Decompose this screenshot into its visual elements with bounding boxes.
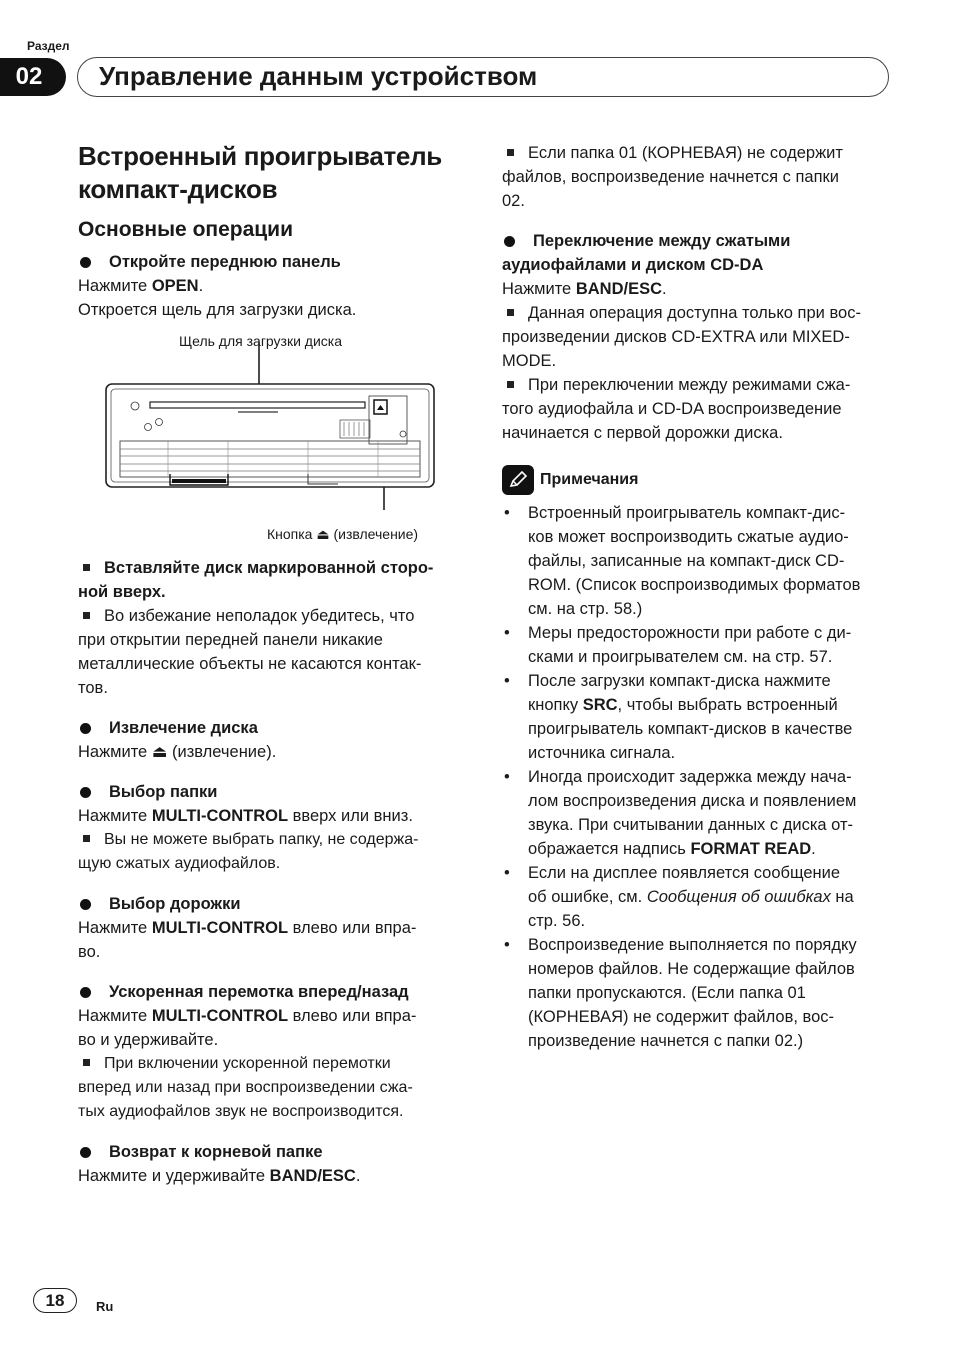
text: Во избежание неполадок убедитесь, что: [104, 607, 415, 625]
open-panel-heading: Откройте переднюю панель: [78, 250, 463, 274]
text: [528, 837, 894, 861]
text: Нажмите: [78, 807, 152, 825]
error-messages-reference: Сообщения об ошибках: [646, 888, 831, 906]
text: (КОРНЕВАЯ) не содержит файлов, вос-: [528, 1008, 835, 1026]
text: ROM. (Список воспроизводимых форматов: [528, 576, 861, 594]
text: Если папка 01 (КОРНЕВАЯ) не содержит: [528, 144, 843, 162]
text: звука. При считывании данных с диска от-: [528, 816, 854, 834]
fast-forward-instruction: [78, 1004, 463, 1052]
text: произведение начнется с папки 02.): [528, 1032, 804, 1050]
text: • После загрузки компакт-диска нажмите: [528, 672, 831, 690]
text: • Меры предосторожности при работе с ди-: [528, 624, 852, 642]
folder-note: [78, 828, 463, 876]
text: влево или впра-: [288, 1007, 417, 1025]
notes-label: Примечания: [540, 471, 639, 488]
key-multi-control: MULTI-CONTROL: [151, 919, 289, 937]
text: .: [355, 1167, 361, 1185]
format-read-text: FORMAT READ: [690, 840, 812, 858]
text: во.: [78, 943, 101, 961]
note-line: [502, 301, 894, 325]
text: об ошибке, см.: [528, 888, 647, 906]
text: .: [198, 277, 204, 295]
fast-forward-note: [78, 1052, 463, 1124]
folder-heading: Выбор папки: [78, 780, 463, 804]
text: ображается надпись: [528, 840, 691, 858]
key-src: SRC: [582, 696, 618, 714]
warning-line: при открытии передней панели никакие: [78, 631, 383, 649]
page-title: [78, 140, 463, 206]
text: • Иногда происходит задержка между нача-: [528, 768, 852, 786]
switch-mode-instruction: [502, 277, 894, 301]
root-note-line: 02.: [502, 192, 525, 210]
text: Нажмите: [78, 919, 152, 937]
list-item: [502, 765, 894, 861]
device-illustration: [78, 324, 463, 556]
text: .: [811, 840, 816, 858]
warning-line: тов.: [78, 679, 108, 697]
page-number: 18: [33, 1288, 77, 1313]
switch-note-1: [502, 301, 894, 373]
text: проигрыватель компакт-дисков в качестве: [528, 720, 853, 738]
text: Нажмите: [78, 277, 152, 295]
switch-mode-heading-line2: аудиофайлами и диском CD-DA: [502, 256, 764, 274]
text: влево или впра-: [288, 919, 417, 937]
page-title-line1: Встроенный проигрыватель: [78, 141, 442, 171]
text: Данная операция доступна только при вос-: [528, 304, 861, 322]
text: на: [830, 888, 854, 906]
text: вверх или вниз.: [288, 807, 413, 825]
root-folder-note: [502, 141, 894, 213]
track-heading: Выбор дорожки: [78, 892, 463, 916]
warning-line: металлические объекты не касаются контак-: [78, 655, 422, 673]
list-item: [502, 861, 894, 933]
text: файлы, записанные на компакт-диск CD-: [528, 552, 845, 570]
note-line: начинается с первой дорожки диска.: [502, 424, 783, 442]
root-note-line: [502, 141, 894, 165]
text: папки пропускаются. (Если папка 01: [528, 984, 806, 1002]
text: Переключение между сжатыми: [533, 232, 791, 250]
root-folder-heading: Возврат к корневой папке: [78, 1140, 463, 1164]
key-band-esc: BAND/ESC: [575, 280, 663, 298]
text: • Если на дисплее появляется сообщение: [528, 864, 841, 882]
root-folder-instruction: [78, 1164, 463, 1188]
figure-caption-eject: Кнопка ⏏ (извлечение): [267, 526, 419, 542]
folder-instruction: [78, 804, 463, 828]
key-open: OPEN: [151, 277, 199, 295]
text: номеров файлов. Не содержащие файлов: [528, 960, 855, 978]
note-line: того аудиофайла и CD-DA воспроизведение: [502, 400, 842, 418]
square-bullet-icon: [507, 149, 514, 156]
square-bullet-icon: [83, 564, 90, 571]
square-bullet-icon: [83, 612, 90, 619]
note-line: произведении дисков CD-EXTRA или MIXED-: [502, 328, 850, 346]
text: При переключении между режимами сжа-: [528, 376, 851, 394]
switch-note-2: [502, 373, 894, 445]
text: щую сжатых аудиофайлов.: [78, 855, 281, 872]
text: , чтобы выбрать встроенный: [617, 696, 838, 714]
section-number-badge: 02: [0, 58, 66, 96]
text: • Воспроизведение выполняется по порядку: [528, 936, 857, 954]
text: Нажмите и удерживайте: [78, 1167, 270, 1185]
key-multi-control: MULTI-CONTROL: [151, 807, 289, 825]
text: Нажмите: [502, 280, 576, 298]
note-pencil-icon: [502, 465, 534, 495]
right-column: [502, 141, 894, 1053]
eject-instruction: Нажмите ⏏ (извлечение).: [78, 743, 277, 761]
text: сками и проигрывателем см. на стр. 57.: [528, 648, 833, 666]
note-line: MODE.: [502, 352, 557, 370]
key-band-esc: BAND/ESC: [269, 1167, 356, 1185]
square-bullet-icon: [507, 381, 514, 388]
text: Нажмите: [78, 1007, 152, 1025]
notes-list: [502, 501, 894, 1053]
text: во и удерживайте.: [78, 1031, 219, 1049]
figure-caption-slot: Щель для загрузки диска: [179, 333, 343, 349]
switch-mode-heading: [502, 229, 894, 253]
square-bullet-icon: [507, 309, 514, 316]
text: ной вверх.: [78, 583, 166, 601]
text: тых аудиофайлов звук не воспроизводится.: [78, 1103, 404, 1120]
list-item: [502, 933, 894, 1053]
text: .: [662, 280, 667, 298]
pencil-icon: [507, 470, 529, 490]
root-note-line: файлов, воспроизведение начнется с папки: [502, 168, 839, 186]
note-line: [502, 373, 894, 397]
notes-header: [502, 465, 894, 495]
key-multi-control: MULTI-CONTROL: [151, 1007, 289, 1025]
open-panel-result: Откроется щель для загрузки диска.: [78, 301, 357, 319]
text: Вы не можете выбрать папку, не содержа-: [104, 831, 419, 848]
text: Вставляйте диск маркированной сторо-: [104, 559, 434, 577]
left-column: [78, 140, 463, 1188]
square-bullet-icon: [83, 835, 90, 842]
text: ков может воспроизводить сжатые аудио-: [528, 528, 849, 546]
text: [528, 693, 894, 717]
text: лом воспроизведения диска и появлением: [528, 792, 857, 810]
text: источника сигнала.: [528, 744, 676, 762]
device-figure: [78, 324, 463, 556]
text: стр. 56.: [528, 912, 586, 930]
square-bullet-icon: [83, 1059, 90, 1066]
text: кнопку: [528, 696, 583, 714]
fast-forward-heading: Ускоренная перемотка вперед/назад: [78, 980, 463, 1004]
section-label: Раздел: [27, 39, 70, 53]
list-item: [502, 669, 894, 765]
warning-note: [78, 604, 463, 700]
open-panel-instruction: [78, 274, 463, 298]
text: см. на стр. 58.): [528, 600, 643, 618]
text: вперед или назад при воспроизведении сжа-: [78, 1079, 413, 1096]
text: • Встроенный проигрыватель компакт-дис-: [528, 504, 846, 522]
section-subtitle: Основные операции: [78, 218, 293, 241]
warning-line: [78, 604, 463, 628]
eject-heading: Извлечение диска: [78, 716, 463, 740]
text: При включении ускоренной перемотки: [104, 1055, 391, 1072]
list-item: [502, 501, 894, 621]
insert-disc-heading: [78, 556, 463, 604]
track-instruction: [78, 916, 463, 964]
text: [528, 885, 894, 909]
page-header-title: Управление данным устройством: [99, 61, 538, 91]
language-code: Ru: [96, 1299, 114, 1314]
list-item: [502, 621, 894, 669]
page-title-line2: компакт-дисков: [78, 174, 278, 204]
